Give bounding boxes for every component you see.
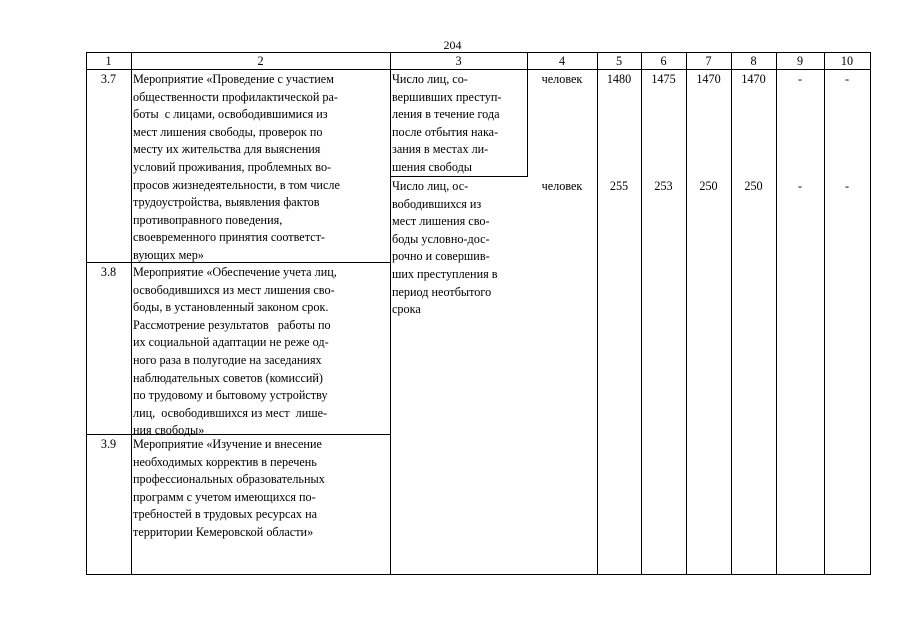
indicator-description [392, 71, 501, 177]
measure-description [133, 264, 337, 440]
column-header: 7 [705, 54, 712, 68]
unit-label: человек [541, 72, 583, 86]
row-number: 3.7 [100, 72, 117, 86]
indicator-value: - [844, 72, 850, 86]
column-header: 10 [840, 54, 854, 68]
text-line: территории Кемеровской области» [133, 524, 314, 539]
indicator-value: 1475 [651, 72, 676, 86]
measure-description [133, 71, 340, 265]
text-line: противоправного поведения, [133, 212, 283, 227]
text-line: шения свободы [392, 159, 472, 174]
text-line: месту их жительства для выяснения [133, 142, 321, 157]
indicator-value: 1480 [606, 72, 632, 86]
indicator-value: 250 [699, 179, 718, 193]
column-header: 5 [615, 54, 623, 68]
text-line: Число лиц, со- [392, 72, 468, 86]
text-line: срока [392, 302, 421, 317]
text-line: ния свободы» [133, 423, 205, 438]
text-line: условий проживания, проблемных во- [133, 159, 332, 174]
column-header: 1 [105, 54, 112, 68]
column-header: 4 [558, 54, 566, 68]
text-line: просов жизнедеятельности, в том числе [133, 177, 340, 192]
text-line: Мероприятие «Обеспечение учета лиц, [133, 265, 337, 279]
measure-description [133, 436, 325, 542]
text-line: трудоустройства, выявления фактов [133, 195, 320, 210]
column-header: 6 [660, 54, 667, 68]
unit-label: человек [541, 179, 583, 193]
indicator-value: 1470 [696, 72, 721, 86]
column-header: 9 [796, 54, 804, 68]
indicator-value: 250 [744, 179, 763, 193]
text-line: боты с лицами, освободившимися из [133, 107, 328, 122]
row-number: 3.8 [100, 265, 117, 279]
text-line: период неотбытого [392, 284, 492, 299]
text-line: боды, в установленный законом срок. [133, 300, 329, 315]
text-line: лиц, освободившихся из мест лише- [133, 405, 328, 420]
text-line: мест лишения сво- [392, 214, 490, 229]
text-line: ших преступления в [392, 266, 498, 281]
text-line: Мероприятие «Изучение и внесение [133, 437, 322, 451]
column-header: 3 [455, 54, 462, 68]
text-line: вершивших преступ- [392, 89, 502, 104]
text-line: вободившихся из [392, 196, 482, 211]
text-line: ления в течение года [392, 107, 500, 122]
indicator-value: 253 [654, 179, 673, 193]
text-line: их социальной адаптации не реже од- [133, 335, 329, 350]
indicator-description [392, 178, 498, 319]
text-line: зания в местах ли- [392, 142, 489, 157]
column-header: 8 [750, 54, 757, 68]
text-line: боды условно-дос- [392, 231, 490, 246]
indicator-value: - [797, 72, 803, 86]
page-number: 204 [443, 38, 462, 52]
text-line: наблюдательных советов (комиссий) [133, 370, 323, 385]
column-header: 2 [257, 54, 264, 68]
text-line: освободившихся из мест лишения сво- [133, 282, 335, 297]
text-line: необходимых корректив в перечень [133, 454, 317, 469]
text-line: мест лишения свободы, проверок по [133, 124, 323, 139]
text-line: требностей в трудовых ресурсах на [133, 507, 318, 522]
indicator-value: 255 [609, 179, 629, 193]
text-line: по трудовому и бытовому устройству [133, 388, 328, 403]
text-line: общественности профилактической ра- [133, 89, 338, 104]
indicator-value: - [844, 179, 850, 193]
row-number: 3.9 [100, 437, 117, 451]
text-line: рочно и совершив- [392, 249, 490, 264]
text-line: после отбытия нака- [392, 124, 499, 139]
text-line: профессиональных образовательных [133, 472, 325, 487]
text-line: программ с учетом имеющихся по- [133, 489, 316, 504]
text-line: Число лиц, ос- [392, 179, 469, 193]
text-line: вующих мер» [133, 247, 204, 262]
text-line: Рассмотрение результатов работы по [133, 317, 331, 332]
indicator-value: - [797, 179, 803, 193]
text-line: своевременного принятия соответст- [133, 230, 325, 245]
text-line: Мероприятие «Проведение с участием [133, 72, 334, 86]
indicator-value: 1470 [741, 72, 766, 86]
text-line: ного раза в полугодие на заседаниях [133, 352, 322, 367]
